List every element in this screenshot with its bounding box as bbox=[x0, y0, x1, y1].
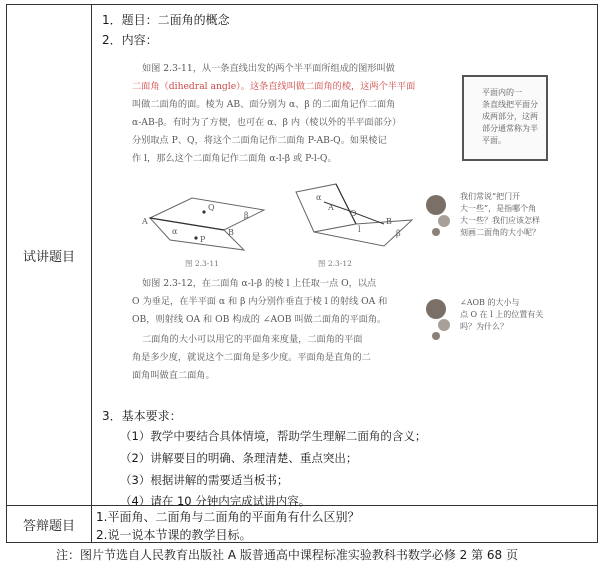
textbook-line: OB，则射线 OA 和 OB 构成的 ∠AOB 叫做二面角的平面角。 bbox=[132, 314, 387, 325]
figure-caption: 图 2.3-11 bbox=[185, 259, 219, 268]
source-note: 注：图片节选自人民教育出版社 A 版普通高中课程标准实验教科书数学必修 2 第 68 页 bbox=[56, 548, 519, 562]
requirements-heading: 3．基本要求： bbox=[102, 409, 182, 423]
bubble-line: 我们常说“把门开 bbox=[460, 192, 521, 201]
textbook-line: O 为垂足，在半平面 α 和 β 内分别作垂直于棱 l 的射线 OA 和 bbox=[132, 296, 388, 307]
fig-label-q: Q bbox=[208, 203, 215, 212]
fig-label-a: A bbox=[142, 217, 148, 226]
question-mark-icon bbox=[422, 295, 458, 341]
requirement-item: （1）教学中要结合具体情境，帮助学生理解二面角的含义； bbox=[120, 429, 427, 443]
textbook-line: 如图 2.3-12，在二面角 α-l-β 的棱 l 上任取一点 O，以点 bbox=[142, 278, 377, 289]
textbook-line: α-AB-β。有时为了方便，也可在 α、β 内（棱以外的半平面部分） bbox=[132, 117, 402, 128]
fig-label-b: B bbox=[386, 217, 392, 226]
qa-cell bbox=[92, 506, 598, 543]
textbook-line: 二面角（dihedral angle）。这条直线叫做二面角的棱，这两个半平面 bbox=[132, 81, 416, 92]
textbook-line: 二面角的大小可以用它的平面角来度量，二面角的平面 bbox=[142, 334, 363, 345]
bubble-line: 大一些？我们应该怎样 bbox=[460, 216, 540, 225]
textbook-line: 作 l，那么这个二面角记作二面角 α-l-β 或 P-l-Q。 bbox=[132, 153, 337, 164]
bubble-line: 吗？为什么？ bbox=[460, 322, 508, 331]
bubble-line: 刻画二面角的大小呢？ bbox=[460, 228, 540, 237]
bubble-line: 点 O 在 l 上的位置有关 bbox=[460, 310, 544, 319]
task-cell bbox=[92, 5, 598, 506]
qa-question: 2.说一说本节课的教学目标。 bbox=[96, 528, 252, 542]
fig-label-a: A bbox=[328, 203, 334, 212]
fig-label-l: l bbox=[358, 225, 361, 234]
fig-label-alpha: α bbox=[316, 193, 322, 202]
qa-question: 1.平面角、二面角与二面角的平面角有什么区别？ bbox=[96, 510, 360, 524]
topic-text: 二面角的概念 bbox=[157, 13, 230, 27]
question-mark-icon bbox=[422, 191, 458, 237]
topic-line bbox=[102, 11, 230, 28]
exam-table bbox=[6, 4, 598, 543]
fig-label-beta: β bbox=[396, 229, 401, 238]
side-note-line: 成两部分，这两 bbox=[482, 112, 538, 121]
side-note-line: 条直线把平面分 bbox=[482, 100, 538, 109]
side-note-line: 部分通常称为半 bbox=[482, 124, 538, 133]
textbook-line: 分别取点 P、Q，将这个二面角记作二面角 P-AB-Q。如果棱记 bbox=[132, 135, 387, 146]
requirement-item: （2）讲解要目的明确、条理清楚、重点突出； bbox=[120, 451, 358, 465]
exam-sheet bbox=[6, 4, 598, 544]
bubble-line: 大一些”，是指哪个角 bbox=[460, 204, 537, 213]
topic-prefix: 1．题目： bbox=[102, 13, 158, 27]
task-label: 试讲题目 bbox=[7, 5, 92, 506]
figure-caption: 图 2.3-12 bbox=[318, 259, 352, 268]
fig-label-alpha: α bbox=[172, 227, 178, 236]
figure-2-3-12 bbox=[284, 180, 424, 255]
fig-label-p: P bbox=[200, 235, 206, 244]
fig-label-o: O bbox=[350, 209, 357, 218]
textbook-line: 面角叫做直二面角。 bbox=[132, 370, 215, 381]
fig-label-b: B bbox=[228, 228, 234, 237]
textbook-line: 叫做二面角的面。棱为 AB、面分别为 α、β 的二面角记作二面角 bbox=[132, 99, 396, 110]
content-heading: 2．内容： bbox=[102, 33, 158, 47]
side-note-line: 平面。 bbox=[482, 136, 506, 145]
side-note bbox=[462, 75, 548, 161]
requirement-item: （3）根据讲解的需要适当板书； bbox=[120, 473, 289, 487]
thought-bubble bbox=[460, 191, 540, 239]
fig-label-beta: β bbox=[244, 211, 249, 220]
thought-bubble bbox=[460, 297, 543, 333]
side-note-line: 平面内的一 bbox=[482, 88, 522, 97]
qa-label: 答辩题目 bbox=[7, 506, 92, 543]
textbook-line: 角是多少度，就说这个二面角是多少度。平面角是直角的二 bbox=[132, 352, 371, 363]
textbook-line: 如图 2.3-11，从一条直线出发的两个半平面所组成的图形叫做 bbox=[142, 63, 395, 74]
bubble-line: ∠AOB 的大小与 bbox=[460, 298, 520, 307]
requirement-item: （4）请在 10 分钟内完成试讲内容。 bbox=[120, 494, 311, 508]
figure-2-3-11 bbox=[132, 180, 272, 255]
